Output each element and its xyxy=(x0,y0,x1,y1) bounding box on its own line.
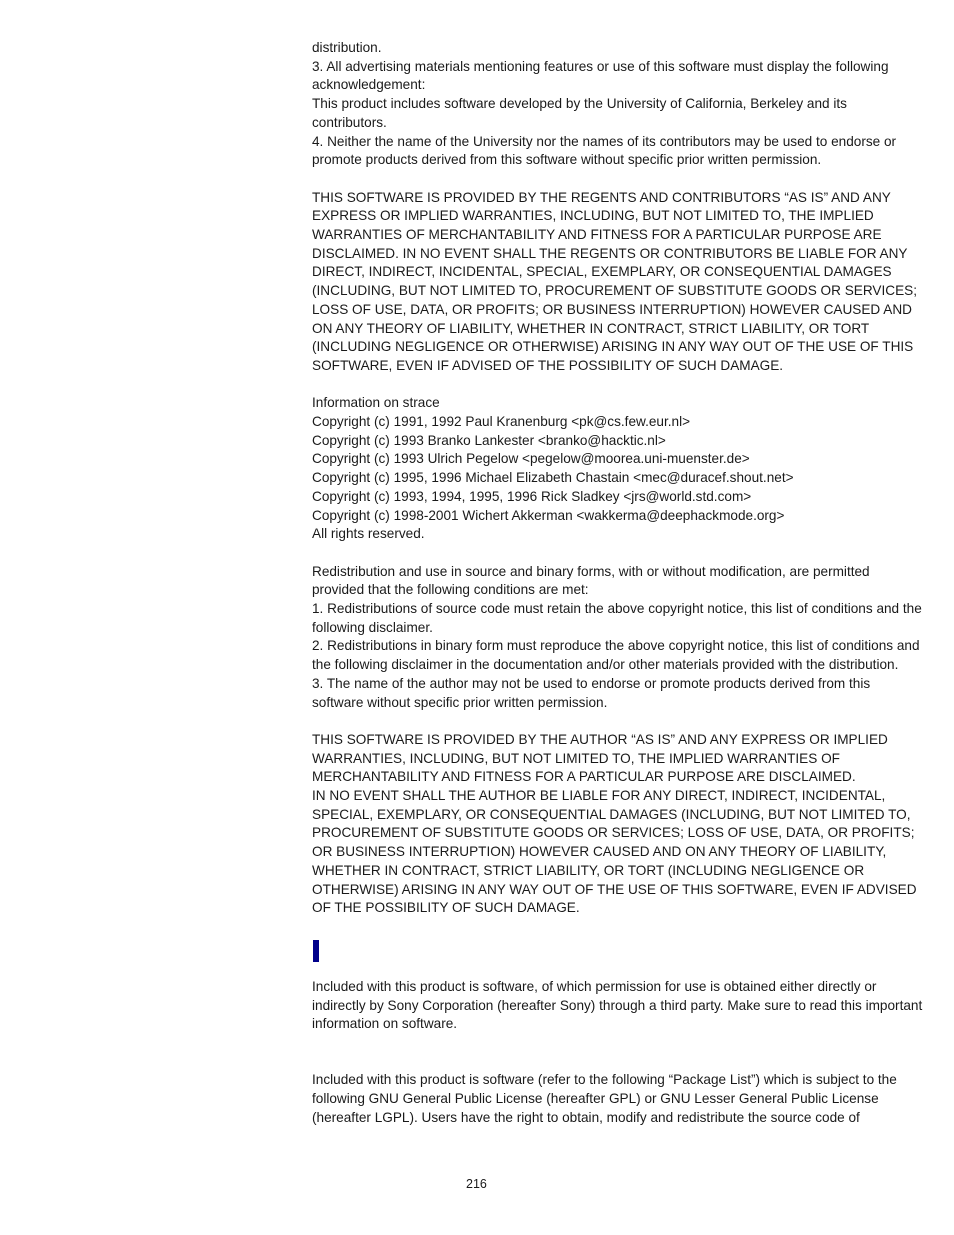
copyright-line: Copyright (c) 1993 Ulrich Pegelow <pegelow@moorea.uni-muenster.de> xyxy=(312,451,750,467)
bsd-license-conditions xyxy=(312,39,924,170)
regents-disclaimer xyxy=(312,189,924,376)
author-disclaimer xyxy=(312,731,924,918)
paragraph-line: THIS SOFTWARE IS PROVIDED BY THE AUTHOR “AS IS” AND ANY EXPRESS OR IMPLIED WARRANTIES, INCLUDING, BUT NOT LIMITED TO, THE IMPLIED WARRANTIES OF MERCHANTABILITY AND FITNESS FOR A PARTICULAR PURPOSE ARE DISCLAIMED. xyxy=(312,731,888,785)
copyright-line: Copyright (c) 1993, 1994, 1995, 1996 Rick Sladkey <jrs@world.std.com> xyxy=(312,488,752,504)
paragraph-line: 2. Redistributions in binary form must reproduce the above copyright notice, this list of conditions and the following disclaimer in the documentation and/or other materials provided with the distribution. xyxy=(312,638,920,673)
paragraph-line: Included with this product is software, of which permission for use is obtained either directly or indirectly by Sony Corporation (hereafter Sony) through a third party. Make sure to read this important information on software. xyxy=(312,978,923,1032)
page-content xyxy=(312,39,924,1146)
paragraph-line: 1. Redistributions of source code must retain the above copyright notice, this list of conditions and the following disclaimer. xyxy=(312,601,922,635)
sony-software-notice xyxy=(312,978,924,1034)
paragraph-line: Included with this product is software (refer to the following “Package List”) which is subject to the following GNU General Public License (hereafter GPL) or GNU Lesser General Public License (hereafter LGPL). Users have the right to obtain, modify and redistribute the source code of xyxy=(312,1072,897,1125)
copyright-line: Copyright (c) 1993 Branko Lankester <branko@hacktic.nl> xyxy=(312,432,666,448)
paragraph-line: THIS SOFTWARE IS PROVIDED BY THE REGENTS AND CONTRIBUTORS “AS IS” AND ANY EXPRESS OR IMPLIED WARRANTIES, INCLUDING, BUT NOT LIMITED TO, THE IMPLIED WARRANTIES OF MERCHANTABILITY AND FITNESS FOR A PARTICULAR PURPOSE ARE DISCLAIMED. IN NO EVENT SHALL THE REGENTS OR CONTRIBUTORS BE LIABLE FOR ANY DIRECT, INDIRECT, INCIDENTAL, SPECIAL, EXEMPLARY, OR CONSEQUENTIAL DAMAGES (INCLUDING, BUT NOT LIMITED TO, PROCUREMENT OF SUBSTITUTE GOODS OR SERVICES; LOSS OF USE, DATA, OR PROFITS; OR BUSINESS INTERRUPTION) HOWEVER CAUSED AND ON ANY THEORY OF LIABILITY, WHETHER IN CONTRACT, STRICT LIABILITY, OR TORT (INCLUDING NEGLIGENCE OR OTHERWISE) ARISING IN ANY WAY OUT OF THE USE OF THIS SOFTWARE, EVEN IF ADVISED OF THE POSSIBILITY OF SUCH DAMAGE. xyxy=(312,189,918,373)
gpl-lgpl-notice xyxy=(312,1071,924,1127)
copyright-line: Copyright (c) 1991, 1992 Paul Kranenburg <pk@cs.few.eur.nl> xyxy=(312,414,691,430)
paragraph-line: distribution. xyxy=(312,40,382,55)
paragraph-line: 3. All advertising materials mentioning features or use of this software must display the following acknowledgement: xyxy=(312,58,889,93)
paragraph-line: 3. The name of the author may not be used to endorse or promote products derived from this software without specific prior written permission. xyxy=(312,675,871,710)
paragraph-line: All rights reserved. xyxy=(312,526,425,542)
paragraph-line: Redistribution and use in source and binary forms, with or without modification, are permitted provided that the following conditions are met: xyxy=(312,563,870,598)
strace-redistribution-conditions xyxy=(312,563,924,713)
copyright-line: Copyright (c) 1995, 1996 Michael Elizabeth Chastain <mec@duracef.shout.net> xyxy=(312,470,794,486)
copyright-line: Copyright (c) 1998-2001 Wichert Akkerman <wakkerma@deephackmode.org> xyxy=(312,507,785,523)
paragraph-line: IN NO EVENT SHALL THE AUTHOR BE LIABLE FOR ANY DIRECT, INDIRECT, INCIDENTAL, SPECIAL, EXEMPLARY, OR CONSEQUENTIAL DAMAGES (INCLUDING, BUT NOT LIMITED TO, PROCUREMENT OF SUBSTITUTE GOODS OR SERVICES; LOSS OF USE, DATA, OR PROFITS; OR BUSINESS INTERRUPTION) HOWEVER CAUSED AND ON ANY THEORY OF LIABILITY, WHETHER IN CONTRACT, STRICT LIABILITY, OR TORT (INCLUDING NEGLIGENCE OR OTHERWISE) ARISING IN ANY WAY OUT OF THE USE OF THIS SOFTWARE, EVEN IF ADVISED OF THE POSSIBILITY OF SUCH DAMAGE. xyxy=(312,788,917,916)
section-marker-bar xyxy=(313,940,319,962)
spacer xyxy=(312,1053,924,1072)
paragraph-line: This product includes software developed by the University of California, Berkeley and its contributors. xyxy=(312,96,847,130)
strace-copyright-block xyxy=(312,394,924,544)
paragraph-line: 4. Neither the name of the University nor the names of its contributors may be used to endorse or promote products derived from this software without specific prior written permission. xyxy=(312,133,897,168)
page-number: 216 xyxy=(466,1177,487,1191)
paragraph-line: Information on strace xyxy=(312,395,440,411)
